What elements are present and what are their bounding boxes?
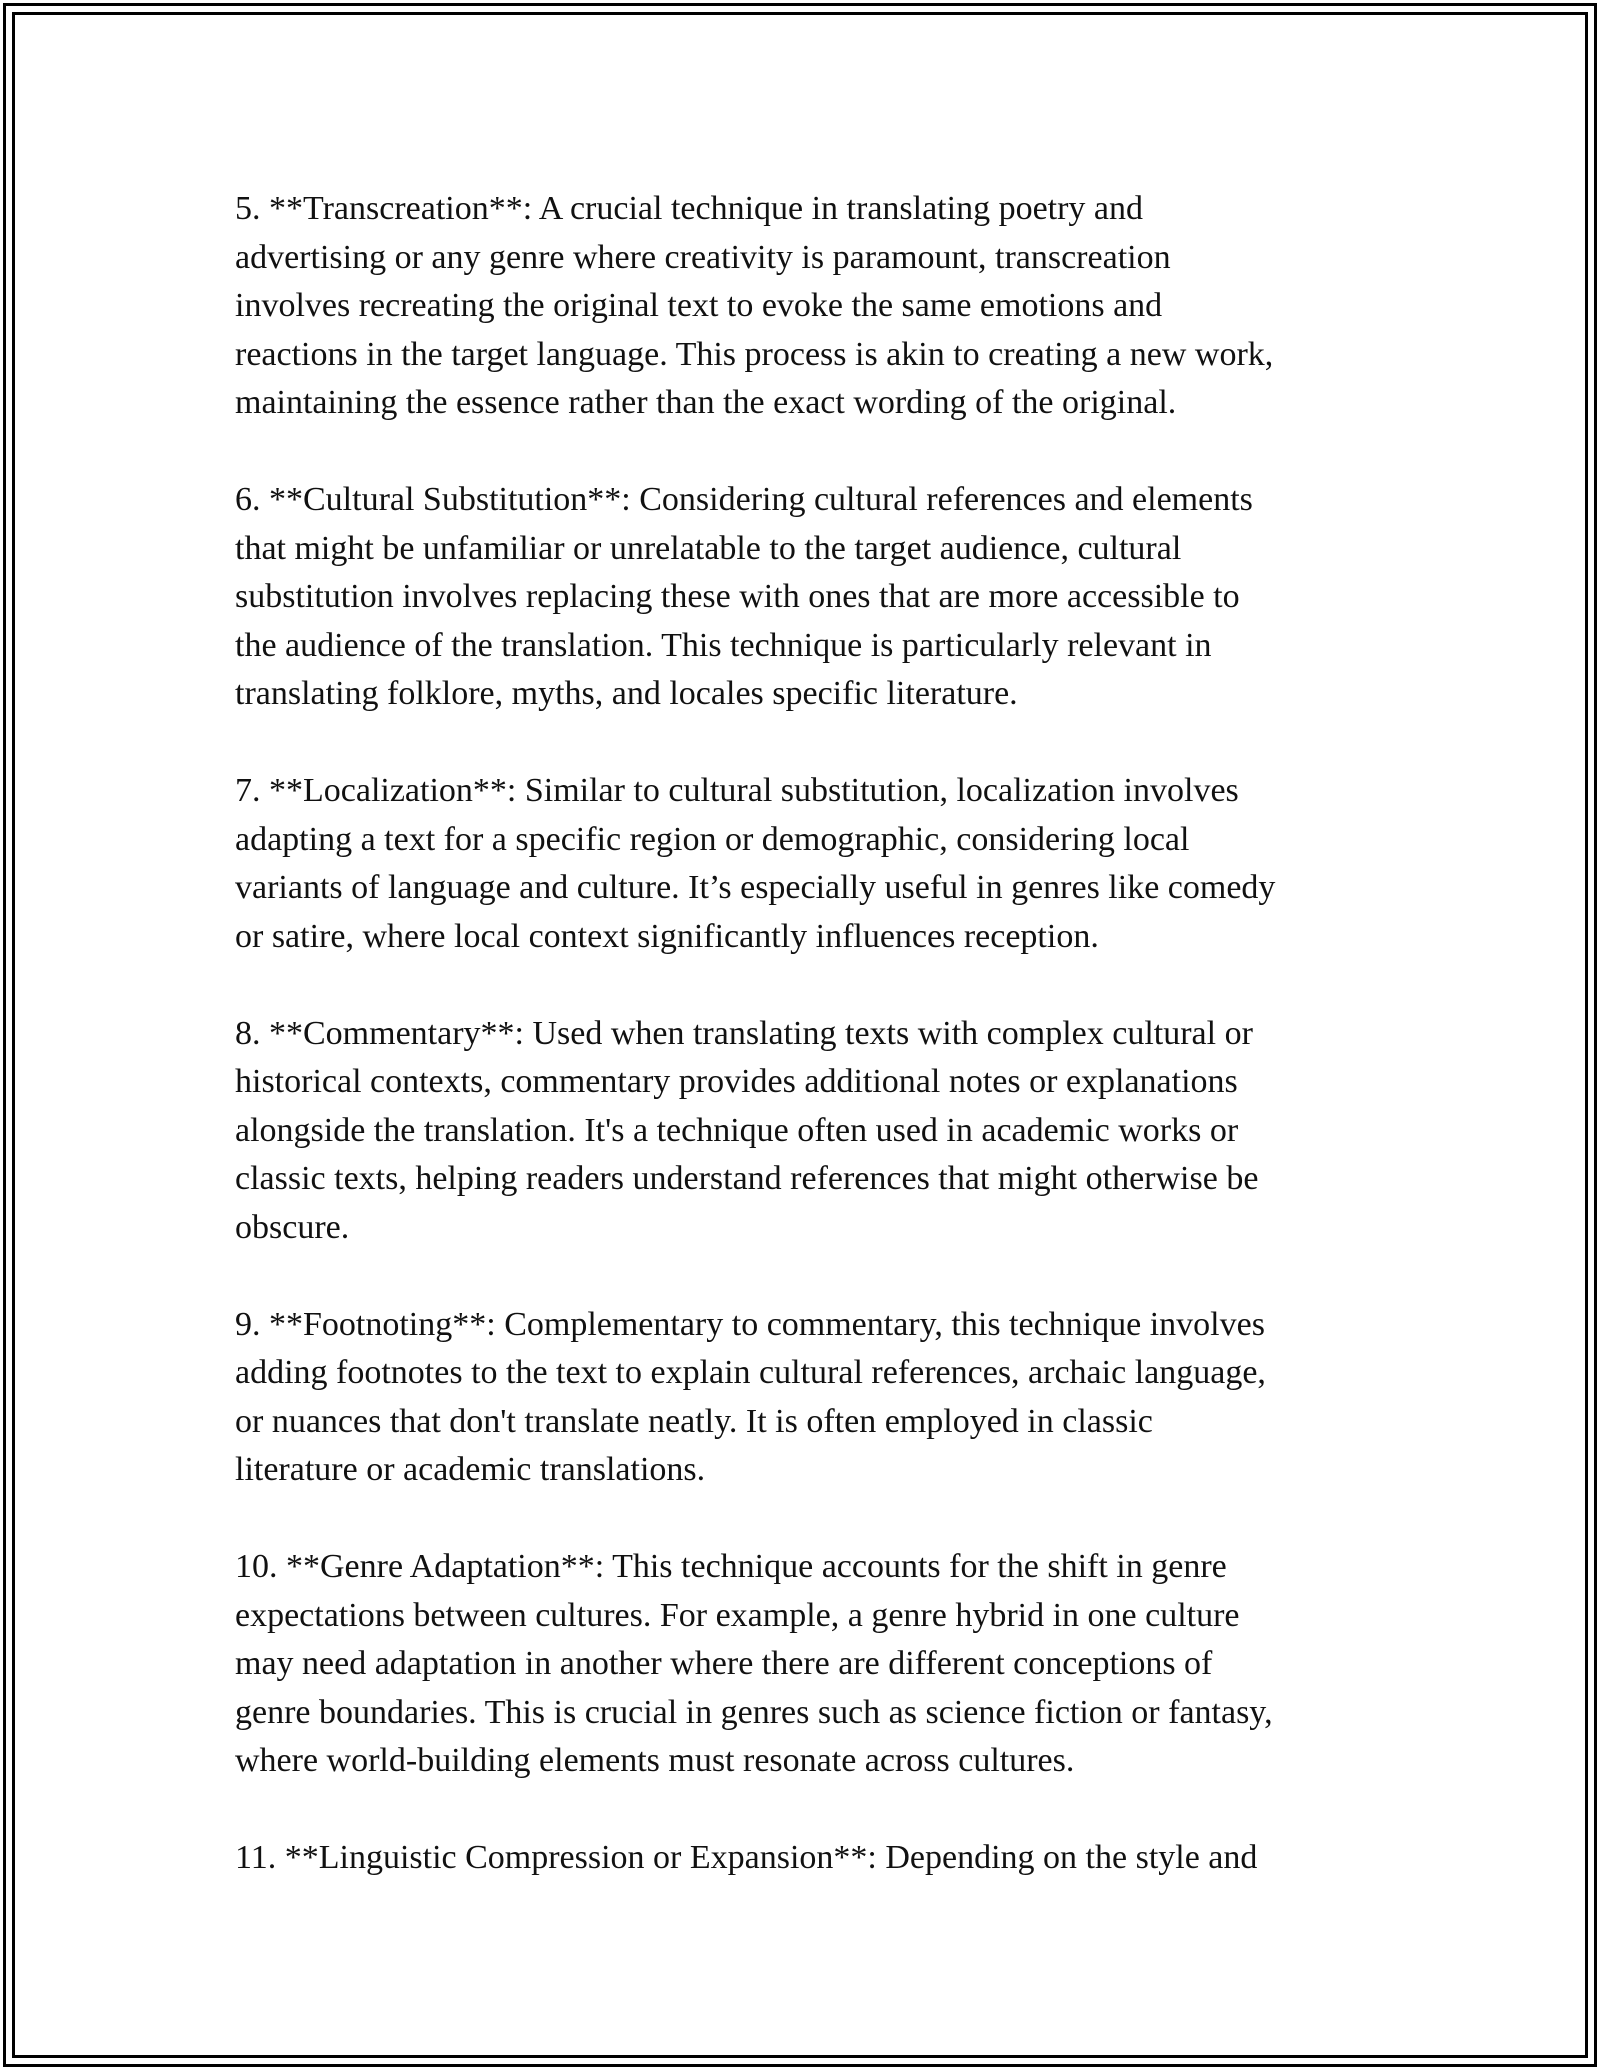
text-line: classic texts, helping readers understand references that might otherwise be (235, 1160, 1259, 1197)
paragraph-localization (235, 767, 1370, 961)
paragraph-commentary (235, 1010, 1370, 1253)
text-line: that might be unfamiliar or unrelatable to the target audience, cultural (235, 529, 1182, 567)
text-line: historical contexts, commentary provides additional notes or explanations (235, 1063, 1238, 1100)
text-line: 7. **Localization**: Similar to cultural substitution, localization involves (235, 772, 1239, 809)
text-line: adding footnotes to the text to explain cultural references, archaic language, (235, 1354, 1266, 1391)
text-line: where world-building elements must resonate across cultures. (235, 1742, 1075, 1779)
text-line: or satire, where local context significantly influences reception. (235, 917, 1099, 955)
text-line: literature or academic translations. (235, 1451, 706, 1488)
paragraph-genre-adaptation (235, 1543, 1370, 1786)
text-line: involves recreating the original text to evoke the same emotions and (235, 287, 1163, 324)
text-line: 8. **Commentary**: Used when translating texts with complex cultural or (235, 1014, 1253, 1052)
text-line: reactions in the target language. This process is akin to creating a new work, (235, 335, 1274, 373)
text-line: translating folklore, myths, and locales specific literature. (235, 675, 1018, 712)
text-line: the audience of the translation. This technique is particularly relevant in (235, 626, 1212, 664)
text-line: may need adaptation in another where there are different conceptions of (235, 1645, 1213, 1682)
text-line: 11. **Linguistic Compression or Expansion**: Depending on the style and (235, 1839, 1258, 1876)
paragraph-footnoting (235, 1301, 1370, 1495)
paragraph-transcreation (235, 185, 1370, 428)
text-line: 5. **Transcreation**: A crucial technique in translating poetry and (235, 190, 1144, 227)
text-line: 6. **Cultural Substitution**: Considering cultural references and elements (235, 481, 1253, 518)
text-line: alongside the translation. It's a technique often used in academic works or (235, 1111, 1239, 1149)
text-line: adapting a text for a specific region or demographic, considering local (235, 820, 1190, 858)
paragraph-cultural-substitution (235, 476, 1370, 719)
text-line: obscure. (235, 1208, 350, 1246)
text-line: variants of language and culture. It’s especially useful in genres like comedy (235, 869, 1276, 906)
paragraph-linguistic-compression (235, 1834, 1370, 1883)
text-line: 10. **Genre Adaptation**: This technique accounts for the shift in genre (235, 1548, 1227, 1585)
text-line: expectations between cultures. For example, a genre hybrid in one culture (235, 1596, 1240, 1634)
text-line: advertising or any genre where creativity is paramount, transcreation (235, 238, 1171, 276)
document-body (235, 185, 1370, 1931)
text-line: substitution involves replacing these with ones that are more accessible to (235, 578, 1240, 615)
text-line: maintaining the essence rather than the exact wording of the original. (235, 384, 1177, 421)
text-line: genre boundaries. This is crucial in genres such as science fiction or fantasy, (235, 1693, 1273, 1731)
text-line: or nuances that don't translate neatly. It is often employed in classic (235, 1402, 1153, 1440)
text-line: 9. **Footnoting**: Complementary to commentary, this technique involves (235, 1305, 1265, 1343)
